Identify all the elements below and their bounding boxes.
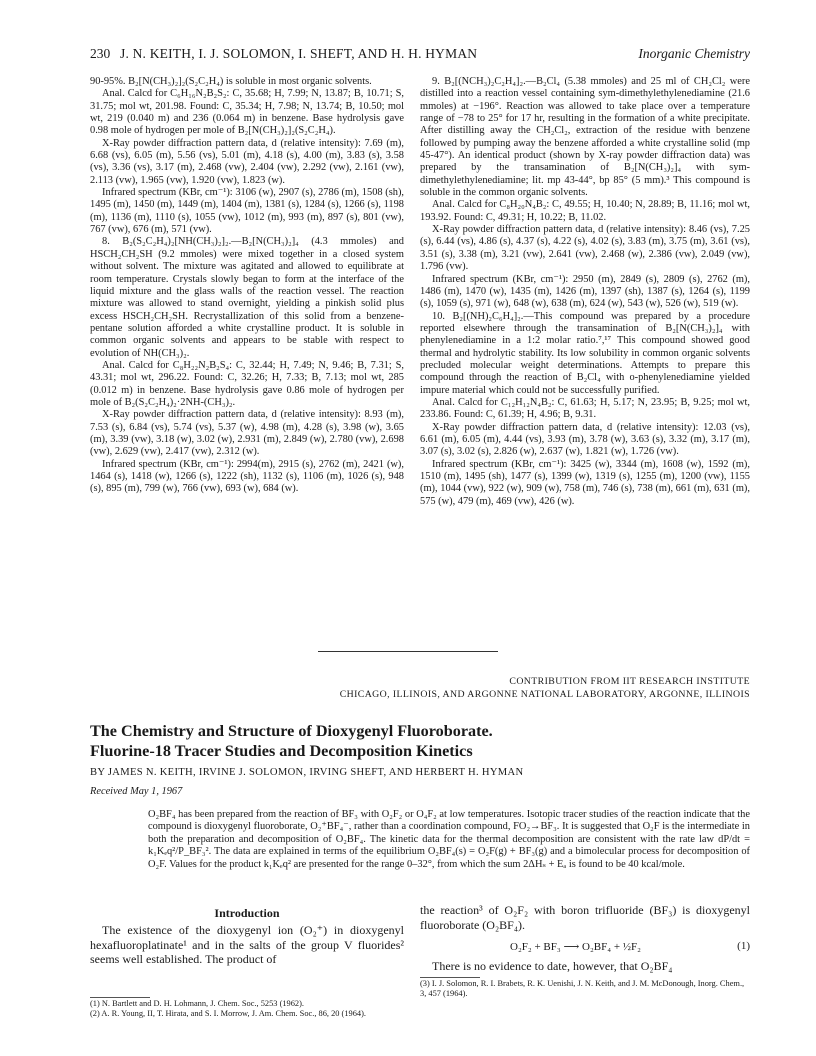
affiliation-line: CHICAGO, ILLINOIS, AND ARGONNE NATIONAL LABORATORY, ARGONNE, ILLINOIS — [339, 689, 750, 700]
paragraph: X-Ray powder diffraction pattern data, d (relative intensity): 8.46 (vs), 7.25 (s), 6.44 (vs), 4.86 (s), 4.37 (s), 4.22 (s), 4.02 (s), 3.83 (m), 3.75 (m), 3.61 (vs), 3.51 (s), 3.38 (m), 3.21 (vw), 2.641 (vw), 2.468 (w), 2.386 (vw), 2.049 (vw), 1.796 (vw). — [420, 224, 750, 273]
header-authors: J. N. KEITH, I. J. SOLOMON, I. SHEFT, AND H. H. HYMAN — [120, 46, 478, 61]
footnotes-left — [90, 999, 404, 1019]
paragraph: 9. B₂[(NCH₃)₂C₂H₄]₂.—B₂Cl₄ (5.38 mmoles) and 25 ml of CH₂Cl₂ were distilled into a reaction vessel containing sym-dimethylethylenediamine (21.6 mmoles) at −196°. Reaction was allowed to take place over a temperature range of −78 to 25° for 17 hr, resulting in the formation of a white precipitate. After distilling away the CH₂Cl₂, extraction of the residue with benzene followed by pumping away the benzene afforded a white crystalline solid (mp 45-47°). An identical product (shown by X-ray powder diffraction data) was prepared by the transamination of B₂[N(CH₃)₂]₄ with sym-dimethylethylenediamine; lit. mp 43-44°, bp 85° (5 mm).³ This compound is soluble in the common organic solvents. — [420, 76, 750, 199]
received-date: Received May 1, 1967 — [90, 786, 183, 797]
paragraph: Anal. Calcd for C₁₂H₁₂N₄B₂: C, 61.63; H, 5.17; N, 23.95; B, 9.25; mol wt, 233.86. Found: C, 61.39; H, 4.96; B, 9.31. — [420, 396, 750, 421]
intro-paragraph: The existence of the dioxygenyl ion (O₂⁺) in dioxygenyl hexafluoroplatinate¹ and in the salts of the group V fluorides² seems well established. The product of — [90, 923, 404, 966]
page-number: 230 — [90, 46, 111, 61]
contribution-affiliation — [280, 675, 750, 701]
title-line: The Chemistry and Structure of Dioxygenyl Fluoroborate. — [90, 722, 493, 740]
paragraph: Anal. Calcd for C₆H₁₆N₂B₂S₂: C, 35.68; H, 7.99; N, 13.87; B, 10.71; S, 31.75; mol wt, 201.98. Found: C, 35.34; H, 7.98; N, 13.74; B, 10.50; mol wt, 219 (0.040 m) and 236 (0.064 m) in benzene. Base hydrolysis gave 0.98 mole of hydrogen per mole of B₂[N(CH₃)₂]₂(S₂C₂H₄). — [90, 88, 404, 137]
paragraph: Anal. Calcd for C₈H₂₀N₄B₂: C, 49.55; H, 10.40; N, 28.89; B, 11.16; mol wt, 193.92. Found: C, 49.31; H, 10.22; B, 11.02. — [420, 199, 750, 223]
equation — [420, 940, 750, 956]
footnote: (2) A. R. Young, II, T. Hirata, and S. I. Morrow, J. Am. Chem. Soc., 86, 20 (1964). — [90, 1009, 366, 1018]
footnote-rule — [420, 977, 480, 978]
right-text-column — [420, 76, 750, 508]
paragraph: X-Ray powder diffraction pattern data, d (relative intensity): 7.69 (m), 6.68 (vs), 6.05 (m), 5.56 (vs), 5.01 (m), 4.18 (s), 4.00 (m), 3.83 (s), 3.58 (vs), 3.36 (vs), 3.17 (m), 2.468 (vw), 2.404 (vw), 2.292 (vw), 2.161 (vw), 2.113 (vw), 1.965 (vw), 1.920 (vw), 1.823 (w). — [90, 137, 404, 186]
paragraph: Infrared spectrum (KBr, cm⁻¹): 2950 (m), 2849 (s), 2809 (s), 2762 (m), 1486 (m), 1470 (w), 1435 (m), 1426 (m), 1397 (sh), 1387 (s), 1264 (s), 1199 (s), 1059 (s), 971 (w), 648 (w), 638 (m), 624 (w), 543 (w), 526 (w), 519 (w). — [420, 273, 750, 310]
paragraph: Infrared spectrum (KBr, cm⁻¹): 3106 (w), 2907 (s), 2786 (m), 1508 (sh), 1495 (m), 1450 (m), 1449 (m), 1404 (m), 1381 (s), 1284 (s), 1266 (s), 1198 (m), 1136 (m), 1110 (s), 1055 (vw), 1012 (m), 993 (m), 897 (s), 801 (vw), 767 (vw), 676 (m), 571 (vw). — [90, 187, 404, 236]
intro-paragraph-continued: the reaction³ of O₂F₂ with boron trifluoride (BF₃) is dioxygenyl fluoroborate (O₂BF₄). — [420, 903, 750, 932]
footnote: (3) I. J. Solomon, R. I. Brabets, R. K. Uenishi, J. N. Keith, and J. M. McDonough, Inorg. Chem., 3, 457 (1964). — [420, 979, 745, 998]
running-header — [90, 46, 750, 62]
contribution-line: CONTRIBUTION FROM IIT RESEARCH INSTITUTE — [509, 676, 750, 687]
paragraph: Anal. Calcd for C₈H₂₂N₂B₂S₄: C, 32.44; H, 7.49; N, 9.46; B, 7.31; S, 43.31; mol wt, 296.22. Found: C, 32.26; H, 7.33; B, 7.13; mol wt, 285 (0.012 m) in benzene. Base hydrolysis gave 0.86 mole of hydrogen per mole of B₂(S₂C₂H₄)₂·2NH-(CH₃)₂. — [90, 359, 404, 408]
abstract: O₂BF₄ has been prepared from the reaction of BF₃ with O₂F₂ or O₄F₂ at low temperatures. Isotopic tracer studies of the reaction indicate that the compound is dioxygenyl fluoroborate, O₂⁺BF₄⁻, rather than a coordination compound, FO₂→BF₃. It is suggested that O₂F is the intermediate in both the preparation and decomposition of O₂BF₄. The kinetic data for the thermal decomposition are consistent with the rate law dP/dt = k₁Kₑq²/P_BF₃². The data are explained in terms of the equilibrium O₂BF₄(s) = O₂F(g) + BF₃(g) and a bimolecular process for decomposition of O₂F. Values for the product k₁Kₑq² are presented for the range 0–32°, from which the sum 2ΔHₛ + Eₐ is found to be 40 kcal/mole. — [148, 809, 750, 870]
paragraph: 8. B₂(S₂C₂H₄)₂[NH(CH₃)₂]₂.—B₂[N(CH₃)₂]₄ (4.3 mmoles) and HSCH₂CH₂SH (9.2 mmoles) were mixed together in a closed system without solvent. The mixture was agitated and allowed to equilibrate at room temperature. Crystals slowly began to form at the interface of the liquid mixture and the glass walls of the reaction vessel. The reaction mixture was allowed to stand overnight, yielding a pinkish solid plus excess HSCH₂CH₂SH. Recrystallization of this solid from a benzene-pentane solution afforded a white crystalline product. It is soluble in common organic solvents and appears to be stable with respect to evolution of NH(CH₃)₂. — [90, 236, 404, 359]
left-text-column — [90, 76, 404, 496]
equation-number: (1) — [737, 940, 750, 952]
article-title — [90, 721, 750, 761]
section-heading: Introduction — [214, 906, 280, 920]
paragraph: X-Ray powder diffraction pattern data, d (relative intensity): 8.93 (m), 7.53 (s), 6.84 (vs), 5.74 (vs), 5.37 (w), 4.98 (m), 4.28 (s), 3.98 (w), 3.65 (m), 3.39 (vw), 3.18 (w), 3.02 (w), 2.931 (m), 2.849 (w), 2.780 (vw), 2.698 (vw), 2.629 (vw), 2.417 (vw), 2.312 (w). — [90, 409, 404, 458]
paragraph: 10. B₂[(NH)₂C₆H₄]₂.—This compound was prepared by a procedure reported elsewhere through the transamination of B₂[N(CH₃)₂]₄ with phenylenediamine in a 1:2 molar ratio.⁷,¹⁷ This compound showed good thermal and hydrolytic stability. Its low solubility in common organic solvents precluded molecular weight determinations. Attempts to prepare this compound through the reaction of B₂Cl₄ with o-phenylenediamine yielded impure material which could not be successfully purified. — [420, 310, 750, 396]
intro-paragraph: There is no evidence to date, however, that O₂BF₄ — [432, 959, 673, 973]
footnotes-right — [420, 979, 750, 999]
paragraph: Infrared spectrum (KBr, cm⁻¹): 3425 (w), 3344 (m), 1608 (w), 1592 (m), 1510 (m), 1495 (sh), 1477 (s), 1399 (w), 1319 (s), 1255 (m), 1200 (vw), 1155 (m), 1044 (vw), 922 (w), 909 (w), 758 (m), 746 (s), 738 (m), 661 (m), 631 (m), 575 (w), 479 (m), 469 (vw), 426 (w). — [420, 458, 750, 507]
footnote: (1) N. Bartlett and D. H. Lohmann, J. Chem. Soc., 5253 (1962). — [90, 999, 304, 1008]
footnote-rule — [90, 997, 150, 998]
paragraph: 90-95%. B₂[N(CH₃)₂]₂(S₂C₂H₄) is soluble in most organic solvents. — [90, 76, 372, 87]
section-divider — [318, 651, 498, 652]
paragraph: X-Ray powder diffraction pattern data, d (relative intensity): 12.03 (vs), 6.61 (m), 6.05 (m), 4.44 (vs), 3.93 (m), 3.78 (w), 3.63 (s), 3.32 (m), 3.17 (m), 3.07 (s), 3.02 (s), 2.826 (w), 2.637 (w), 1.821 (w), 1.726 (vw). — [420, 421, 750, 458]
paragraph: Infrared spectrum (KBr, cm⁻¹): 2994(m), 2915 (s), 2762 (m), 2421 (w), 1464 (s), 1418 (w), 1266 (s), 1222 (sh), 1132 (s), 1106 (m), 1026 (s), 948 (s), 895 (m), 799 (w), 766 (vw), 693 (w), 684 (w). — [90, 458, 404, 495]
article-byline: BY JAMES N. KEITH, IRVINE J. SOLOMON, IRVING SHEFT, AND HERBERT H. HYMAN — [90, 767, 524, 778]
equation-body: O₂F₂ + BF₃ ⟶ O₂BF₄ + ½F₂ — [510, 941, 641, 953]
journal-name: Inorganic Chemistry — [638, 46, 750, 61]
title-line: Fluorine-18 Tracer Studies and Decomposition Kinetics — [90, 742, 473, 760]
